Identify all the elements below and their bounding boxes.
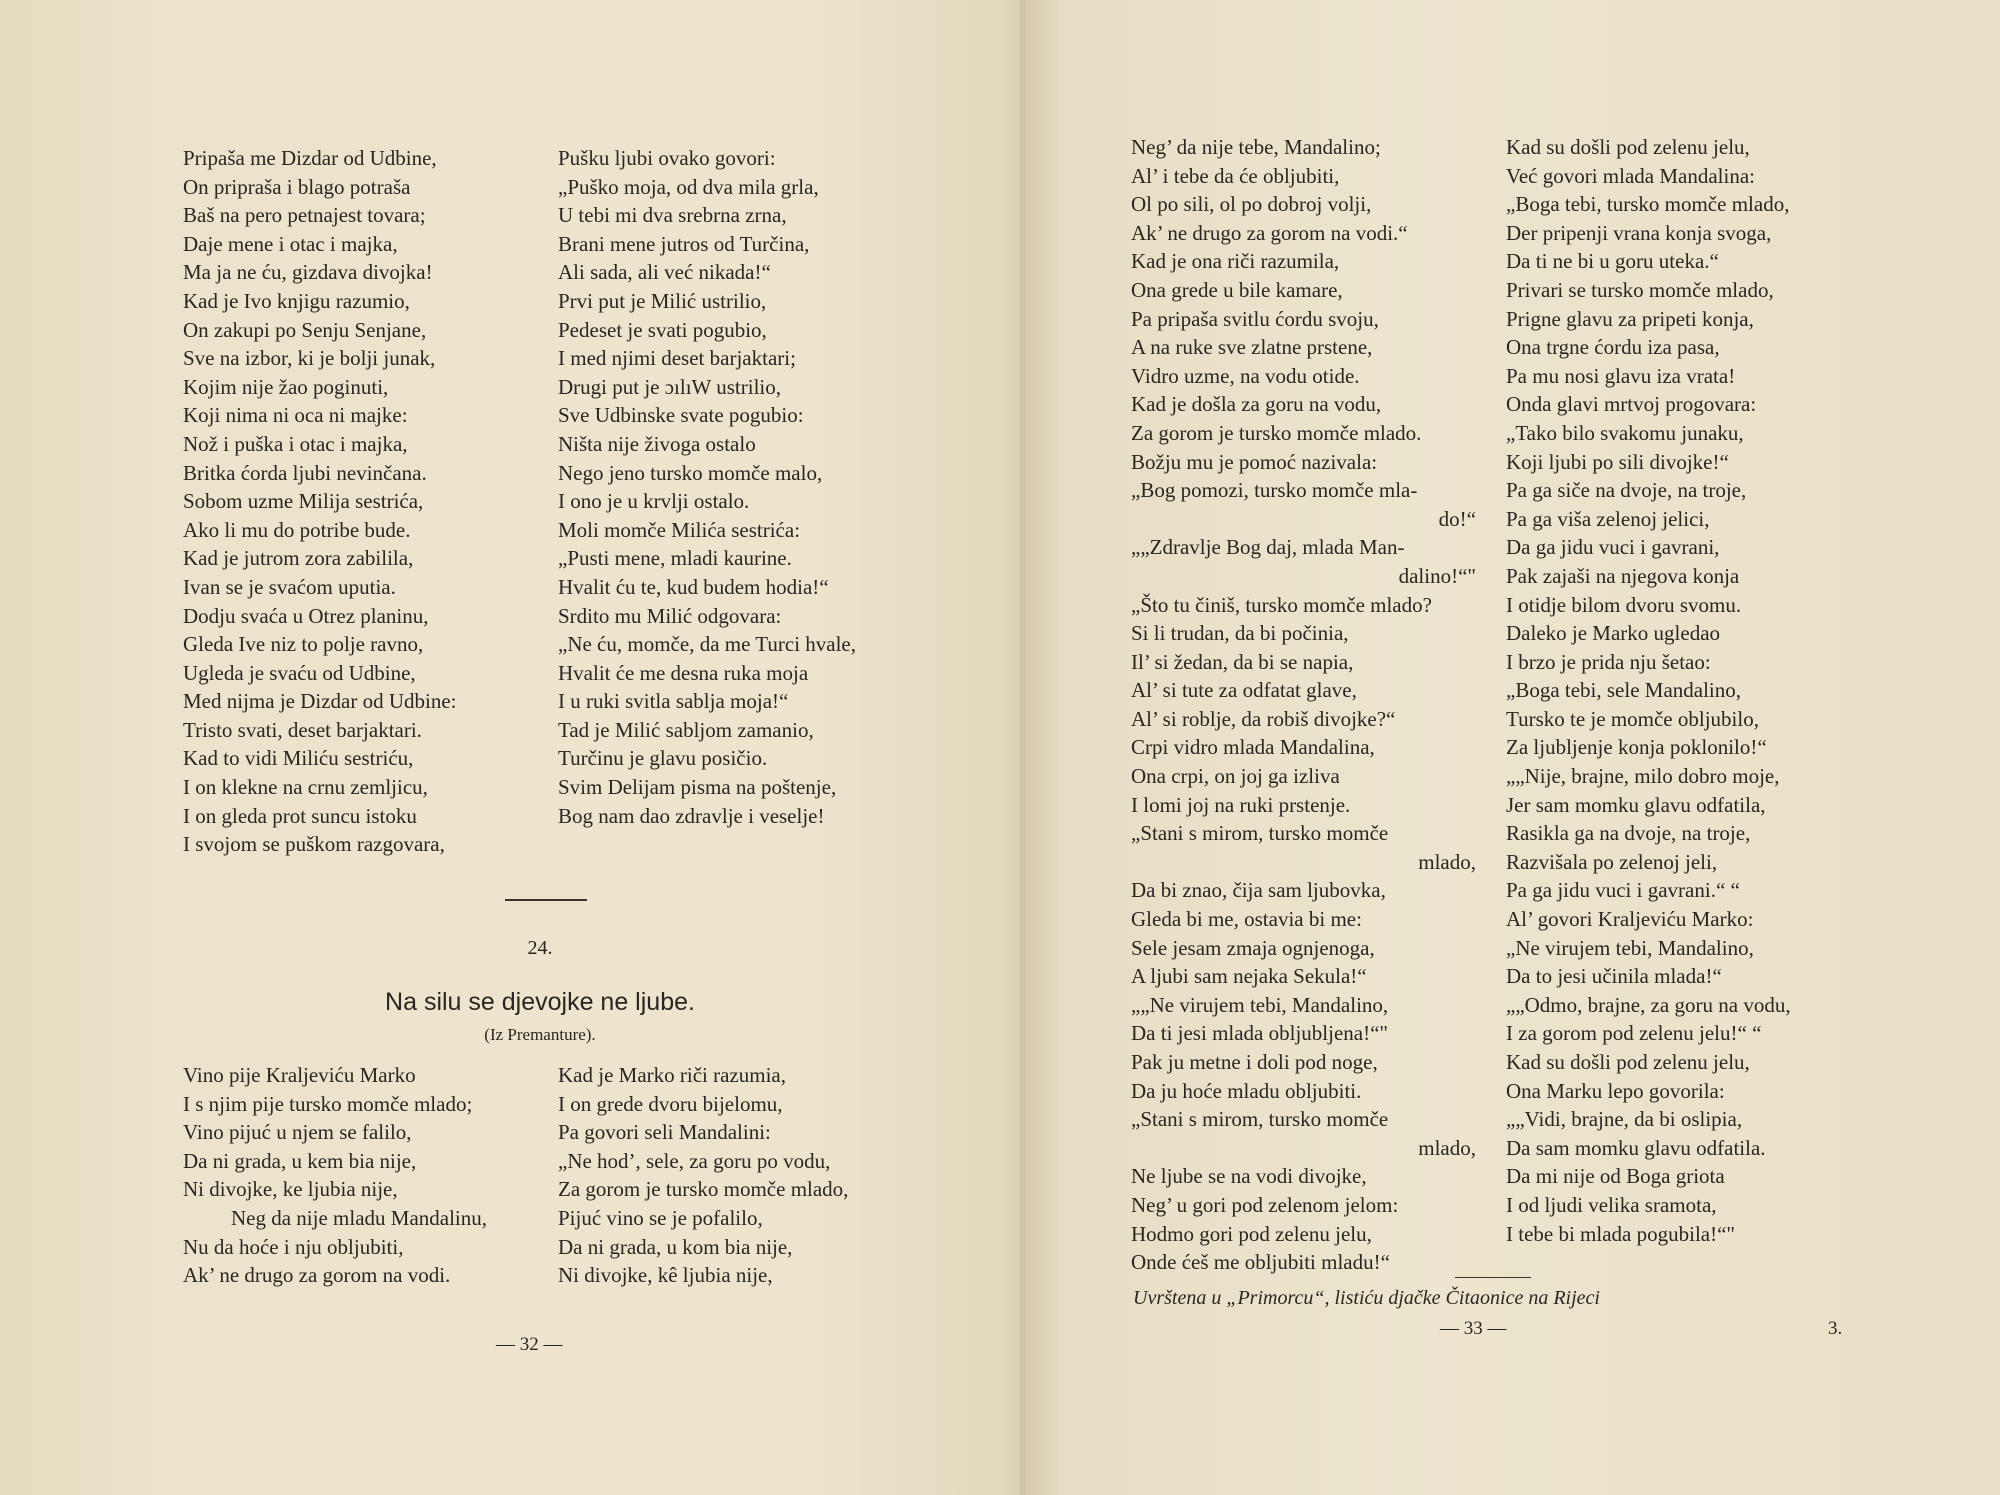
verse-line: Kad je Marko riči razumia,: [558, 1063, 786, 1087]
verse-line: „Boga tebi, tursko momče mlado,: [1506, 192, 1790, 217]
verse-line: Al’ si tute za odfatat glave,: [1131, 678, 1357, 703]
left-page-column-1: [183, 144, 457, 859]
verse-line: I ono je u krvlji ostalo.: [558, 489, 750, 514]
verse-line: I za gorom pod zelenu jelu!“ “: [1506, 1021, 1762, 1046]
verse-line: Vino pije Kraljeviću Marko: [183, 1063, 416, 1087]
page-number-left: — 32 —: [496, 1334, 563, 1355]
verse-line: I otidje bilom dvoru svomu.: [1506, 592, 1742, 617]
verse-line: A na ruke sve zlatne prstene,: [1131, 335, 1373, 360]
verse-line: Hvalit ću te, kud budem hodia!“: [558, 574, 829, 599]
verse-line: Bog nam dao zdravlje i veselje!: [558, 803, 825, 828]
verse-line: Da mi nije od Boga griota: [1506, 1164, 1725, 1189]
verse-line: Tad je Milić sabljom zamanio,: [558, 717, 814, 742]
verse-line: Kad je jutrom zora zabilila,: [183, 546, 414, 571]
verse-line: Pripaša me Dizdar od Udbine,: [183, 146, 437, 170]
verse-line: dalino!“": [1398, 563, 1476, 588]
verse-line: Moli momče Milića sestrića:: [558, 517, 801, 542]
verse-line: Ne ljube se na vodi divojke,: [1131, 1164, 1367, 1189]
verse-line: „Ne hod’, sele, za goru po vodu,: [558, 1148, 831, 1173]
verse-line: Kad su došli pod zelenu jelu,: [1506, 1050, 1750, 1074]
verse-line: Božju mu je pomoć nazivala:: [1131, 449, 1378, 474]
verse-line: do!“: [1438, 506, 1476, 531]
verse-line: Britka ćorda ljubi nevinčana.: [183, 460, 427, 485]
verse-line: Pak zajaši na njegova konja: [1506, 563, 1740, 588]
verse-line: Da ga jidu vuci i gavrani,: [1506, 535, 1720, 560]
verse-line: Crpi vidro mlada Mandalina,: [1131, 735, 1375, 760]
verse-line: Gleda Ive niz to polje ravno,: [183, 632, 424, 657]
page-number-right: — 33 —: [1440, 1318, 1507, 1339]
verse-line: Drugi put je ɔılıW ustrilio,: [558, 374, 782, 399]
verse-line: Kojim nije žao poginuti,: [183, 374, 389, 399]
verse-line: „Stani s mirom, tursko momče: [1131, 1107, 1389, 1132]
poem-number: 24.: [527, 937, 553, 959]
verse-line: Da bi znao, čija sam ljubovka,: [1131, 878, 1386, 903]
verse-line: Srdito mu Milić odgovara:: [558, 603, 782, 628]
verse-line: „„Odmo, brajne, za goru na vodu,: [1506, 992, 1791, 1017]
verse-line: „Ne virujem tebi, Mandalino,: [1506, 935, 1754, 960]
verse-line: Za ljubljenje konja poklonilo!“: [1506, 735, 1767, 760]
verse-line: Ivan se je svaćom uputia.: [183, 574, 396, 599]
verse-line: Vidro uzme, na vodu otide.: [1131, 363, 1360, 388]
verse-line: I s njim pije tursko momče mlado;: [183, 1091, 473, 1116]
verse-line: Ona crpi, on joj ga izliva: [1131, 764, 1340, 789]
verse-line: Pedeset je svati pogubio,: [558, 317, 767, 342]
verse-line: Sobom uzme Milija sestrića,: [183, 489, 424, 514]
verse-line: „„Ne virujem tebi, Mandalino,: [1131, 992, 1389, 1017]
verse-line: Kad to vidi Miliću sestriću,: [183, 746, 414, 771]
verse-line: Ol po sili, ol po dobroj volji,: [1131, 192, 1372, 217]
verse-line: Pa ga siče na dvoje, na troje,: [1506, 478, 1747, 503]
verse-line: Privari se tursko momče mlado,: [1506, 277, 1774, 302]
verse-line: „Puško moja, od dva mila grla,: [558, 174, 819, 199]
verse-line: Ona trgne ćordu iza pasa,: [1506, 335, 1720, 360]
verse-line: I med njimi deset barjaktari;: [558, 346, 796, 371]
verse-line: Sve na izbor, ki je bolji junak,: [183, 346, 436, 371]
verse-line: Onde ćeš me obljubiti mladu!“: [1131, 1250, 1390, 1275]
verse-line: Svim Delijam pisma na poštenje,: [558, 775, 837, 800]
verse-line: Da ti jesi mlada obljubljena!“": [1131, 1021, 1388, 1046]
verse-line: Koji nima ni oca ni majke:: [183, 403, 408, 428]
verse-line: „Stani s mirom, tursko momče: [1131, 821, 1389, 846]
verse-line: Jer sam momku glavu odfatila,: [1506, 792, 1766, 817]
verse-line: „„Zdravlje Bog daj, mlada Man-: [1131, 535, 1405, 560]
verse-line: Brani mene jutros od Turčina,: [558, 231, 810, 256]
verse-line: „„Nije, brajne, milo dobro moje,: [1506, 764, 1780, 789]
verse-line: „Pusti mene, mladi kaurine.: [558, 546, 792, 571]
book-gutter: [1020, 0, 1026, 1495]
verse-line: Gleda bi me, ostavia bi me:: [1131, 907, 1362, 932]
verse-line: Ma ja ne ću, gizdava divojka!: [183, 260, 433, 285]
verse-line: Sve Udbinske svate pogubio:: [558, 403, 804, 428]
verse-line: Za gorom je tursko momče mlado,: [558, 1177, 849, 1202]
verse-line: Pušku ljubi ovako govori:: [558, 146, 776, 170]
verse-line: Pa govori seli Mandalini:: [558, 1120, 771, 1145]
verse-line: Pa ga viša zelenoj jelici,: [1506, 506, 1710, 531]
verse-line: I svojom se puškom razgovara,: [183, 832, 445, 857]
verse-line: Razvišala po zelenoj jeli,: [1506, 849, 1718, 874]
verse-line: Si li trudan, da bi počinia,: [1131, 621, 1349, 646]
verse-line: Prigne glavu za pripeti konja,: [1506, 306, 1754, 331]
verse-line: Kad su došli pod zelenu jelu,: [1506, 135, 1750, 159]
verse-line: Koji ljubi po sili divojke!“: [1506, 449, 1729, 474]
verse-line: Ak’ ne drugo za gorom na vodi.“: [1131, 220, 1408, 245]
verse-line: Al’ i tebe da će obljubiti,: [1131, 163, 1340, 188]
verse-line: Baš na pero petnajest tovara;: [183, 203, 426, 228]
verse-line: mlado,: [1418, 849, 1476, 874]
verse-line: Prvi put je Milić ustrilio,: [558, 288, 767, 313]
poem-source: (Iz Premanture).: [484, 1025, 596, 1044]
verse-line: Ugleda je svaću od Udbine,: [183, 660, 416, 685]
verse-line: I od ljudi velika sramota,: [1506, 1192, 1717, 1217]
verse-line: I u ruki svitla sablja moja!“: [558, 689, 789, 714]
verse-line: Ako li mu do potribe bude.: [183, 517, 411, 542]
verse-line: Ona grede u bile kamare,: [1131, 277, 1343, 302]
verse-line: Med nijma je Dizdar od Udbine:: [183, 689, 457, 714]
verse-line: Da ju hoće mladu obljubiti.: [1131, 1078, 1362, 1103]
verse-line: Ni divojke, kê ljubia nije,: [558, 1263, 773, 1288]
verse-line: On pripraša i blago potraša: [183, 174, 411, 199]
verse-line: Daje mene i otac i majka,: [183, 231, 398, 256]
verse-line: Turčinu je glavu posičio.: [558, 746, 768, 771]
verse-line: „„Vidi, brajne, da bi oslipia,: [1506, 1107, 1743, 1132]
verse-line: Der pripenji vrana konja svoga,: [1506, 220, 1772, 245]
verse-line: Nu da hoće i nju obljubiti,: [183, 1234, 404, 1259]
verse-line: Ni divojke, ke ljubia nije,: [183, 1177, 398, 1202]
verse-line: Kad je ona riči razumila,: [1131, 249, 1340, 274]
verse-line: Hvalit će me desna ruka moja: [558, 660, 809, 685]
verse-line: Pak ju metne i doli pod noge,: [1131, 1050, 1378, 1074]
verse-line: Nož i puška i otac i majka,: [183, 431, 408, 456]
verse-line: Da to jesi učinila mlada!“: [1506, 964, 1722, 989]
verse-line: „Što tu činiš, tursko momče mlado?: [1131, 592, 1432, 617]
verse-line: I brzo je prida nju šetao:: [1506, 649, 1711, 674]
verse-line: Nego jeno tursko momče malo,: [558, 460, 823, 485]
verse-line: Ak’ ne drugo za gorom na vodi.: [183, 1263, 451, 1288]
verse-line: U tebi mi dva srebrna zrna,: [558, 203, 787, 228]
verse-line: Onda glavi mrtvoj progovara:: [1506, 392, 1757, 417]
verse-line: Neg da nije mladu Mandalinu,: [231, 1205, 488, 1230]
verse-line: Sele jesam zmaja ognjenoga,: [1131, 935, 1375, 960]
section-divider: [505, 899, 587, 901]
verse-line: I tebe bi mlada pogubila!“": [1506, 1221, 1735, 1246]
right-page-column-2: [1506, 133, 1791, 1248]
left-page-column-2: [558, 144, 856, 830]
verse-line: I on klekne na crnu zemljicu,: [183, 775, 428, 800]
verse-line: Da ni grada, u kem bia nije,: [183, 1148, 417, 1173]
verse-line: On zakupi po Senju Senjane,: [183, 317, 427, 342]
verse-line: I on gleda prot suncu istoku: [183, 803, 417, 828]
verse-line: Pa mu nosi glavu iza vrata!: [1506, 363, 1736, 388]
verse-line: Kad je došla za goru na vodu,: [1131, 392, 1382, 417]
verse-line: Dodju svaća u Otrez planinu,: [183, 603, 429, 628]
verse-line: I on grede dvoru bijelomu,: [558, 1091, 783, 1116]
verse-line: mlado,: [1418, 1135, 1476, 1160]
signature-mark: 3.: [1828, 1318, 1843, 1339]
verse-line: Da sam momku glavu odfatila.: [1506, 1135, 1766, 1160]
verse-line: A ljubi sam nejaka Sekula!“: [1131, 964, 1367, 989]
verse-line: Da ti ne bi u goru uteka.“: [1506, 249, 1719, 274]
verse-line: Ona Marku lepo govorila:: [1506, 1078, 1725, 1103]
verse-line: Pa pripaša svitlu ćordu svoju,: [1131, 306, 1379, 331]
left-page-column-4: [558, 1061, 848, 1290]
verse-line: Il’ si žedan, da bi se napia,: [1131, 649, 1354, 674]
verse-line: Rasikla ga na dvoje, na troje,: [1506, 821, 1751, 846]
verse-line: Pa ga jidu vuci i gavrani.“ “: [1506, 878, 1740, 903]
poem-title: Na silu se djevojke ne ljube.: [385, 988, 695, 1016]
verse-line: „Ne ću, momče, da me Turci hvale,: [558, 632, 856, 657]
verse-line: Al’ si roblje, da robiš divojke?“: [1131, 706, 1396, 731]
verse-line: „Tako bilo svakomu junaku,: [1506, 420, 1744, 445]
verse-line: Daleko je Marko ugledao: [1506, 621, 1721, 646]
verse-line: I lomi joj na ruki prstenje.: [1131, 792, 1351, 817]
verse-line: Al’ govori Kraljeviću Marko:: [1506, 907, 1754, 932]
verse-line: Za gorom je tursko momče mlado.: [1131, 420, 1422, 445]
verse-line: Već govori mlada Mandalina:: [1506, 163, 1756, 188]
footer-divider: [1455, 1277, 1531, 1278]
verse-line: Neg’ u gori pod zelenom jelom:: [1131, 1192, 1399, 1217]
verse-line: Tursko te je momče obljubilo,: [1506, 706, 1759, 731]
verse-line: Tristo svati, deset barjaktari.: [183, 717, 422, 742]
verse-line: Da ni grada, u kom bia nije,: [558, 1234, 793, 1259]
verse-line: Ništa nije živoga ostalo: [558, 431, 756, 456]
left-page-column-3: [183, 1061, 487, 1290]
verse-line: Pijuć vino se je pofalilo,: [558, 1205, 763, 1230]
verse-line: Ali sada, ali već nikada!“: [558, 260, 771, 285]
verse-line: Vino pijuć u njem se falilo,: [183, 1120, 412, 1145]
footer-note: Uvrštena u „Primorcu“, listiću djačke Čitaonice na Rijeci: [1133, 1287, 1600, 1309]
verse-line: Hodmo gori pod zelenu jelu,: [1131, 1221, 1372, 1246]
verse-line: „Bog pomozi, tursko momče mla-: [1131, 478, 1418, 503]
verse-line: Neg’ da nije tebe, Mandalino;: [1131, 135, 1381, 159]
verse-line: Kad je Ivo knjigu razumio,: [183, 288, 410, 313]
verse-line: „Boga tebi, sele Mandalino,: [1506, 678, 1742, 703]
right-page-column-1: [1131, 133, 1476, 1277]
